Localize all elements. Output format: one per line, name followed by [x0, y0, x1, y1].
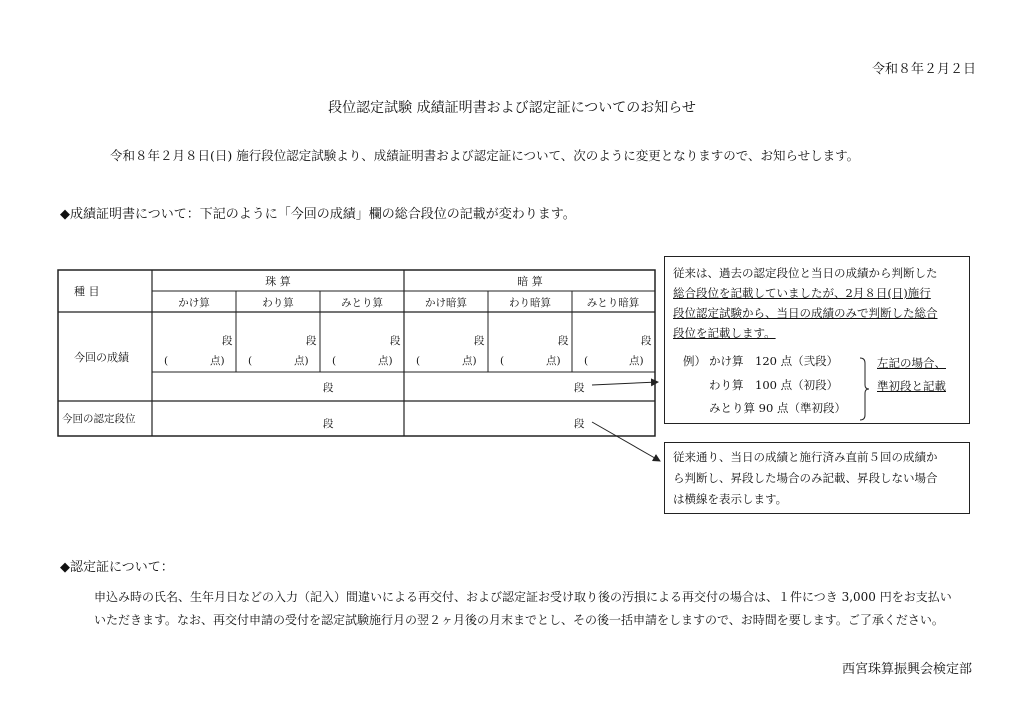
note1-line: 段位を記載します。 — [673, 326, 776, 340]
note2-line: は横線を表示します。 — [673, 492, 788, 506]
total-dan-mental: 段 — [574, 382, 585, 394]
point-close: 点) — [378, 355, 393, 367]
point-open: ( — [248, 355, 253, 367]
dan-cell: 段 — [306, 335, 317, 347]
label-cert: 今回の認定段位 — [62, 413, 136, 425]
total-dan-abacus: 段 — [323, 382, 334, 394]
section2-body — [94, 586, 974, 632]
note1-line: 従来は、過去の認定段位と当日の成績から判断した — [673, 266, 938, 280]
note2-line: 従来通り、当日の成績と施行済み直前５回の成績か — [673, 450, 938, 464]
cert-dan-mental: 段 — [574, 418, 585, 430]
example-result: 準初段と記載 — [877, 379, 946, 393]
label-subject: 種 目 — [74, 285, 100, 298]
point-close: 点) — [210, 355, 225, 367]
dan-cell: 段 — [390, 335, 401, 347]
document-title: 段位認定試験 成績証明書および認定証についてのお知らせ — [328, 100, 696, 116]
col-kakezan: かけ算 — [178, 297, 210, 309]
col-mitorianzan: みとり暗算 — [586, 297, 640, 309]
point-open: ( — [332, 355, 337, 367]
example-line: かけ算 120 点（弐段） — [709, 354, 839, 368]
note-cert-dan — [664, 442, 970, 514]
example-result: 左記の場合、 — [877, 356, 946, 370]
point-close: 点) — [462, 355, 477, 367]
body-line: 申込み時の氏名、生年月日などの入力（記入）間違いによる再交付、および認定証お受け取り後の汚損による再交付の場合は、１件につき 3,000 円をお支払い — [94, 590, 952, 604]
note1-line: 総合段位を記載していましたが、2月８日(日)施行 — [673, 286, 931, 300]
signature: 西宮珠算振興会検定部 — [841, 662, 972, 677]
point-open: ( — [416, 355, 421, 367]
example-label: 例） — [683, 354, 706, 368]
intro-text: 令和８年２月８日(日) 施行段位認定試験より、成績証明書および認定証について、次のように変更となりますので、お知らせします。 — [110, 148, 860, 163]
dan-cell: 段 — [474, 335, 485, 347]
point-close: 点) — [629, 355, 644, 367]
section2-heading: ◆認定証について： — [60, 560, 174, 575]
group-mental: 暗 算 — [517, 275, 543, 288]
point-open: ( — [164, 355, 169, 367]
dan-cell: 段 — [558, 335, 569, 347]
label-result: 今回の成績 — [74, 351, 129, 364]
note-total-dan — [664, 256, 970, 424]
point-close: 点) — [294, 355, 309, 367]
col-warizan: わり算 — [262, 297, 294, 309]
point-open: ( — [500, 355, 505, 367]
point-close: 点) — [546, 355, 561, 367]
document-date: 令和８年２月２日 — [871, 62, 976, 77]
group-abacus: 珠 算 — [265, 275, 291, 288]
col-kakeanzan: かけ暗算 — [425, 297, 467, 309]
col-warianzan: わり暗算 — [509, 297, 551, 309]
example-line: みとり算 90 点（準初段） — [709, 401, 846, 415]
example-line: わり算 100 点（初段） — [709, 378, 839, 392]
dan-cell: 段 — [641, 335, 652, 347]
cert-dan-abacus: 段 — [323, 418, 334, 430]
note1-line: 段位認定試験から、当日の成績のみで判断した総合 — [673, 306, 938, 320]
col-mitorizan: みとり算 — [341, 297, 383, 309]
body-line: いただきます。なお、再交付申請の受付を認定試験施行月の翌２ヶ月後の月末までとし、その後一括申請をしますので、お時間を要します。ご了承ください。 — [94, 613, 944, 627]
dan-cell: 段 — [222, 335, 233, 347]
section1-heading: ◆成績証明書について：下記のように「今回の成績」欄の総合段位の記載が変わります。 — [60, 207, 576, 222]
note2-line: ら判断し、昇段した場合のみ記載、昇段しない場合 — [673, 471, 938, 485]
point-open: ( — [584, 355, 589, 367]
